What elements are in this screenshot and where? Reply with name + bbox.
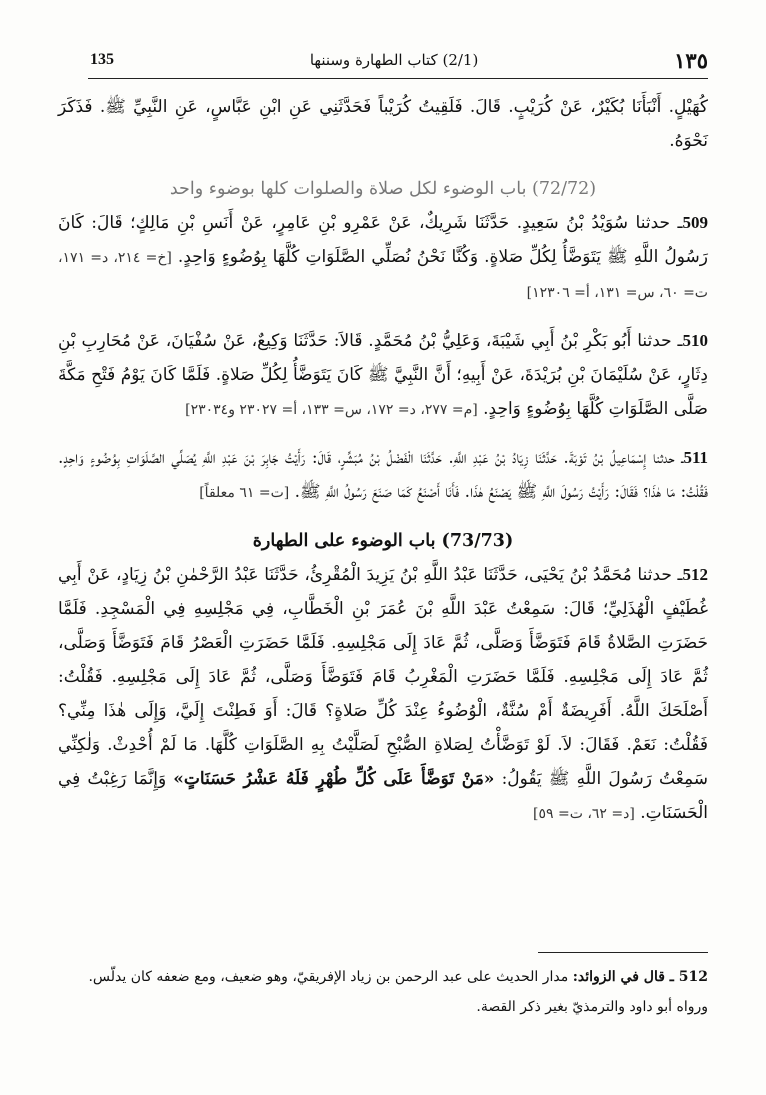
chapter-72-heading: (72/72) باب الوضوء لكل صلاة والصلوات كلها بوضوء واحد [169,179,597,199]
hadith-text: ـ حدثنا مُحَمَّدُ بْنُ يَحْيَى، حَدَّثَنَا عَبْدُ اللَّهِ بْنُ يَزِيدَ الْمُقْرِئُ، حَدَّثَنَا عَبْدُ الرَّحْمٰنِ بْنُ زِيَادٍ، عَنْ أَبِي غُطَيْفٍ الْهُذَلِيِّ؛ قَالَ: سَمِعْتُ عَبْدَ اللَّهِ بْنَ عُمَرَ بْنِ الْخَطَّابِ، فِي مَجْلِسِهِ فِي الْمَسْجِدِ. فَلَمَّا حَضَرَتِ الصَّلاةُ قَامَ فَتَوَضَّأَ وَصَلَّى، ثُمَّ عَادَ إِلَى مَجْلِسِهِ. فَلَمَّا حَضَرَتِ الْعَصْرُ قَامَ فَتَوَضَّأَ وَصَلَّى، ثُمَّ عَادَ إِلَى مَجْلِسِهِ. فَلَمَّا حَضَرَتِ الْمَغْرِبُ قَامَ فَتَوَضَّأَ وَصَلَّى، ثُمَّ عَادَ إِلَى مَجْلِسِهِ. فَقُلْتُ: أَصْلَحَكَ اللَّهُ. أَفَرِيضَةٌ أَمْ سُنَّةٌ، الْوُضُوءُ عِنْدَ كُلِّ صَلاةٍ؟ قَالَ: أَوَ فَطِنْتَ إِلَيَّ، وَإِلَى هٰذَا مِنِّي؟ فَقُلْتُ: نَعَمْ. فَقَالَ: لاَ. لَوْ تَوَضَّأْتُ لِصَلاةِ الصُّبْحِ لَصَلَّيْتُ بِهِ الصَّلَوَاتِ كُلَّهَا. مَا لَمْ أُحْدِثْ. وَلٰكِنِّي سَمِعْتُ رَسُولَ اللَّهِ ﷺ يَقُولُ: [58,565,709,789]
chapter-73-heading: (73/73) باب الوضوء على الطهارة [252,531,514,551]
hadith-510 [58,324,708,427]
page-header [90,44,708,76]
hadith-text: ـ حدثنا سُوَيْدُ بْنُ سَعِيدٍ. حَدَّثَنَا شَرِيكٌ، عَنْ عَمْرِو بْنِ عَامِرٍ، عَنْ أَنَسِ بْنِ مَالِكٍ؛ قَالَ: كَانَ رَسُولُ اللَّهِ ﷺ يَتَوَضَّأُ لِكُلِّ صَلاةٍ. وَكُنَّا نَحْنُ نُصَلِّي الصَّلَوَاتِ كُلَّهَا بِوُضُوءٍ وَاحِدٍ. [58,213,708,267]
intro-paragraph: كُهَيْلٍ. أَنْبَأَنَا بُكَيْرٌ، عَنْ كُرَيْبٍ. قَالَ. فَلَقِيتُ كُرَيْباً فَحَدَّثَنِي عَنِ ابْنِ عَبَّاسٍ، عَنِ النَّبِيِّ ﷺ. فَذَكَرَ نَحْوَهُ. [58,97,708,151]
running-title: (2/1) كتاب الطهارة وسننها [309,51,479,69]
hadith-closing: وَإِنَّمَا رَغِبْتُ فِي الْحَسَنَاتِ. [58,769,708,823]
hadith-reference: [م= ٢٧٧، د= ١٧٢، س= ١٣٣، أ= ٢٣٠٢٧ و٢٣٠٣٤] [185,402,478,418]
page-number-arabic: ١٣٥ [674,47,708,73]
hadith-511 [58,441,708,510]
hadith-number: 511 [683,448,708,467]
header-rule [88,78,708,79]
footnote-rule [538,952,708,953]
page-body [58,90,708,831]
footnote-label: 512 ـ قال في الزوائد: [572,969,708,985]
hadith-number: 510 [682,331,708,350]
prophetic-quote: «مَنْ تَوَضَّأَ عَلَى كُلِّ طُهْرٍ فَلَهُ عَشْرُ حَسَنَاتٍ» [173,769,495,789]
page-number-latin: 135 [90,51,114,68]
hadith-text: ـ حدثنا إِسْمَاعِيلُ بْنُ تَوْبَةَ. حَدَّثَنَا زِيَادُ بْنُ عَبْدِ اللَّهِ. حَدَّثَنَا الْفَضْلُ بْنُ مُبَشِّرٍ، قَالَ: رَأَيْتُ جَابِرَ بْنَ عَبْدِ اللَّهِ يُصَلِّي الصَّلَوَاتِ بِوُضُوءٍ وَاحِدٍ. فَقُلْتُ: مَا هٰذَا؟ فَقَالَ: رَأَيْتُ رَسُولَ اللَّهِ ﷺ يَصْنَعُ هٰذَا. فَأَنَا أَصْنَعُ كَمَا صَنَعَ رَسُولُ اللَّهِ ﷺ. [58,448,708,502]
hadith-reference: [خ= ٢١٤، د= ١٧١، ت= ٦٠، س= ١٣١، أ= ١٢٣٠٦] [58,250,708,301]
hadith-text: ـ حدثنا أَبُو بَكْرِ بْنُ أَبِي شَيْبَةَ، وَعَلِيُّ بْنُ مُحَمَّدٍ. قَالاَ: حَدَّثَنَا وَكِيعٌ، عَنْ سُفْيَانَ، عَنْ مُحَارِبِ بْنِ دِثَارٍ، عَنْ سُلَيْمَانَ بْنِ بُرَيْدَةَ، عَنْ أَبِيهِ؛ أَنَّ النَّبِيَّ ﷺ كَانَ يَتَوَضَّأُ لِكُلِّ صَلاةٍ. فَلَمَّا كَانَ يَوْمُ فَتْحِ مَكَّةَ صَلَّى الصَّلَوَاتِ كُلَّهَا بِوُضُوءٍ وَاحِدٍ. [58,331,708,419]
hadith-reference: [د= ٦٢، ت= ٥٩] [533,806,635,822]
footnote-text: مدار الحديث على عبد الرحمن بن زياد الإفريقيّ، وهو ضعيف، ومع ضعفه كان يدلّس. ورواه أبو داود والترمذيّ بغير ذكر القصة. [88,969,708,1015]
hadith-512 [58,558,708,831]
hadith-509 [58,206,708,310]
hadith-number: 509 [682,213,708,232]
hadith-number: 512 [682,565,708,584]
hadith-reference: [ت= ٦١ معلقاً] [199,485,290,501]
footnote [58,962,708,1022]
